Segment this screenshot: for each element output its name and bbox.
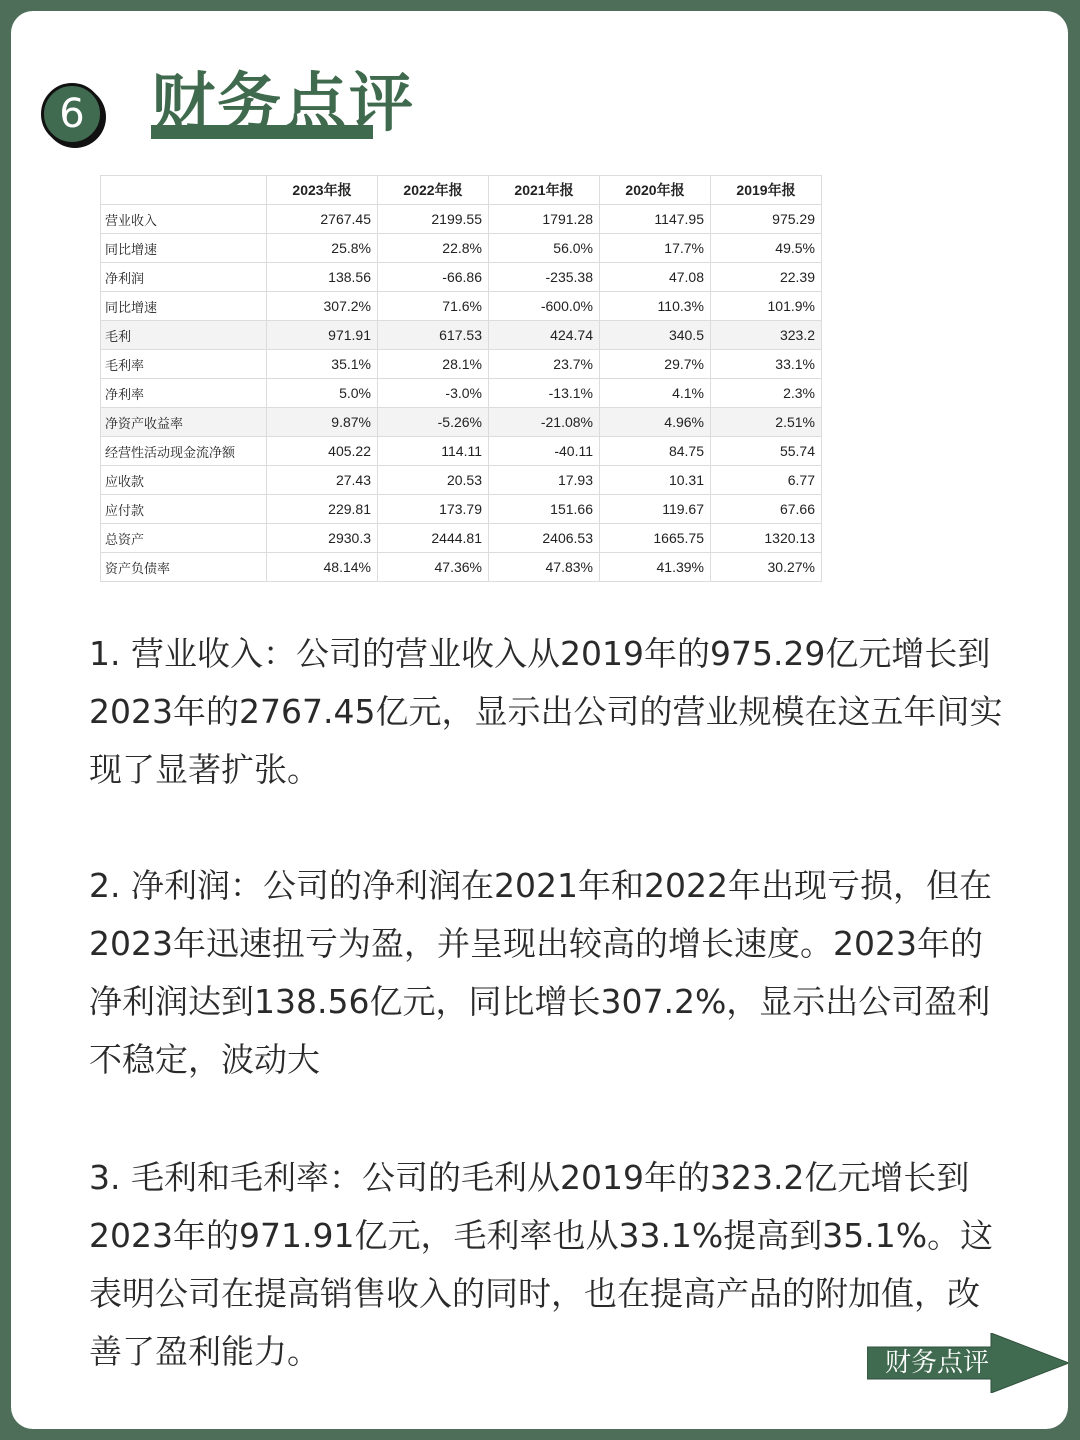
table-cell: 424.74 [489,321,600,350]
table-cell: 17.7% [600,234,711,263]
paragraph-gross-profit: 3. 毛利和毛利率：公司的毛利从2019年的323.2亿元增长到2023年的971.91亿元，毛利率也从33.1%提高到35.1%。这表明公司在提高销售收入的同时，也在提高产品的附加值，改善了盈利能力。 [89,1158,994,1371]
table-cell: 67.66 [711,495,822,524]
table-cell: 2.51% [711,408,822,437]
table-header-row [101,176,822,205]
table-cell: 23.7% [489,350,600,379]
row-label: 总资产 [101,524,267,553]
table-cell: -5.26% [378,408,489,437]
row-label: 同比增速 [101,292,267,321]
table-cell: 114.11 [378,437,489,466]
table-header-cell: 2023年报 [267,176,378,205]
row-label: 净利率 [101,379,267,408]
next-arrow-tag[interactable] [867,1333,1068,1393]
table-cell: 2444.81 [378,524,489,553]
table-row [101,350,822,379]
table-cell: 173.79 [378,495,489,524]
table-cell: 30.27% [711,553,822,582]
table-cell: 405.22 [267,437,378,466]
table-row [101,379,822,408]
row-label: 同比增速 [101,234,267,263]
row-label: 应收款 [101,466,267,495]
table-header-cell [101,176,267,205]
row-label: 净利润 [101,263,267,292]
table-cell: 9.87% [267,408,378,437]
table-cell: 1147.95 [600,205,711,234]
table-cell: 25.8% [267,234,378,263]
table-cell: 4.96% [600,408,711,437]
table-cell: -66.86 [378,263,489,292]
paragraph-net-profit: 2. 净利润：公司的净利润在2021年和2022年出现亏损，但在2023年迅速扭亏为盈，并呈现出较高的增长速度。2023年的净利润达到138.56亿元，同比增长307.2%，显示出公司盈利不稳定，波动大 [89,866,992,1079]
content-card [11,11,1068,1429]
title-block [151,59,415,149]
row-label: 净资产收益率 [101,408,267,437]
table-cell: -13.1% [489,379,600,408]
table-header-cell: 2022年报 [378,176,489,205]
table-header-cell: 2019年报 [711,176,822,205]
table-header-cell: 2020年报 [600,176,711,205]
table-cell: 4.1% [600,379,711,408]
table-cell: 340.5 [600,321,711,350]
table-header-cell: 2021年报 [489,176,600,205]
table-cell: 975.29 [711,205,822,234]
table-row [101,321,822,350]
table-cell: 2199.55 [378,205,489,234]
table-cell: 323.2 [711,321,822,350]
table-row [101,234,822,263]
table-cell: 307.2% [267,292,378,321]
table-cell: -40.11 [489,437,600,466]
table-cell: 41.39% [600,553,711,582]
table-row [101,466,822,495]
table-row [101,263,822,292]
table-row [101,553,822,582]
table-cell: -3.0% [378,379,489,408]
table-cell: 35.1% [267,350,378,379]
table-cell: 49.5% [711,234,822,263]
table-cell: 971.91 [267,321,378,350]
table-cell: 47.83% [489,553,600,582]
table-cell: 617.53 [378,321,489,350]
table-cell: 10.31 [600,466,711,495]
row-label: 经营性活动现金流净额 [101,437,267,466]
table-cell: 55.74 [711,437,822,466]
table-cell: 2.3% [711,379,822,408]
page-title: 财务点评 [151,67,415,141]
table-cell: 138.56 [267,263,378,292]
table-row [101,205,822,234]
table-cell: 22.8% [378,234,489,263]
table-cell: 22.39 [711,263,822,292]
corner-tag-label: 财务点评 [885,1348,990,1378]
table-cell: 101.9% [711,292,822,321]
table-row [101,495,822,524]
table-cell: 6.77 [711,466,822,495]
row-label: 资产负债率 [101,553,267,582]
table-cell: 33.1% [711,350,822,379]
table-cell: 27.43 [267,466,378,495]
table-cell: 71.6% [378,292,489,321]
row-label: 毛利率 [101,350,267,379]
row-label: 营业收入 [101,205,267,234]
table-row [101,408,822,437]
table-cell: 2930.3 [267,524,378,553]
table-cell: -235.38 [489,263,600,292]
table-cell: -600.0% [489,292,600,321]
table-cell: 29.7% [600,350,711,379]
table-row [101,524,822,553]
table-cell: 84.75 [600,437,711,466]
financial-table [100,175,822,582]
table-cell: 5.0% [267,379,378,408]
table-cell: 56.0% [489,234,600,263]
row-label: 毛利 [101,321,267,350]
table-cell: 2767.45 [267,205,378,234]
paragraph-revenue: 1. 营业收入：公司的营业收入从2019年的975.29亿元增长到2023年的2767.45亿元，显示出公司的营业规模在这五年间实现了显著扩张。 [89,634,1003,789]
table-cell: 28.1% [378,350,489,379]
table-cell: 48.14% [267,553,378,582]
section-number-badge: 6 [41,83,103,145]
table-cell: 151.66 [489,495,600,524]
table-cell: 1791.28 [489,205,600,234]
table-row [101,292,822,321]
table-cell: 119.67 [600,495,711,524]
table-cell: 1665.75 [600,524,711,553]
table-cell: 1320.13 [711,524,822,553]
table-cell: 17.93 [489,466,600,495]
table-cell: 2406.53 [489,524,600,553]
table-cell: 229.81 [267,495,378,524]
table-row [101,437,822,466]
table-cell: 47.08 [600,263,711,292]
table-cell: 47.36% [378,553,489,582]
table-cell: -21.08% [489,408,600,437]
row-label: 应付款 [101,495,267,524]
table-cell: 110.3% [600,292,711,321]
table-cell: 20.53 [378,466,489,495]
